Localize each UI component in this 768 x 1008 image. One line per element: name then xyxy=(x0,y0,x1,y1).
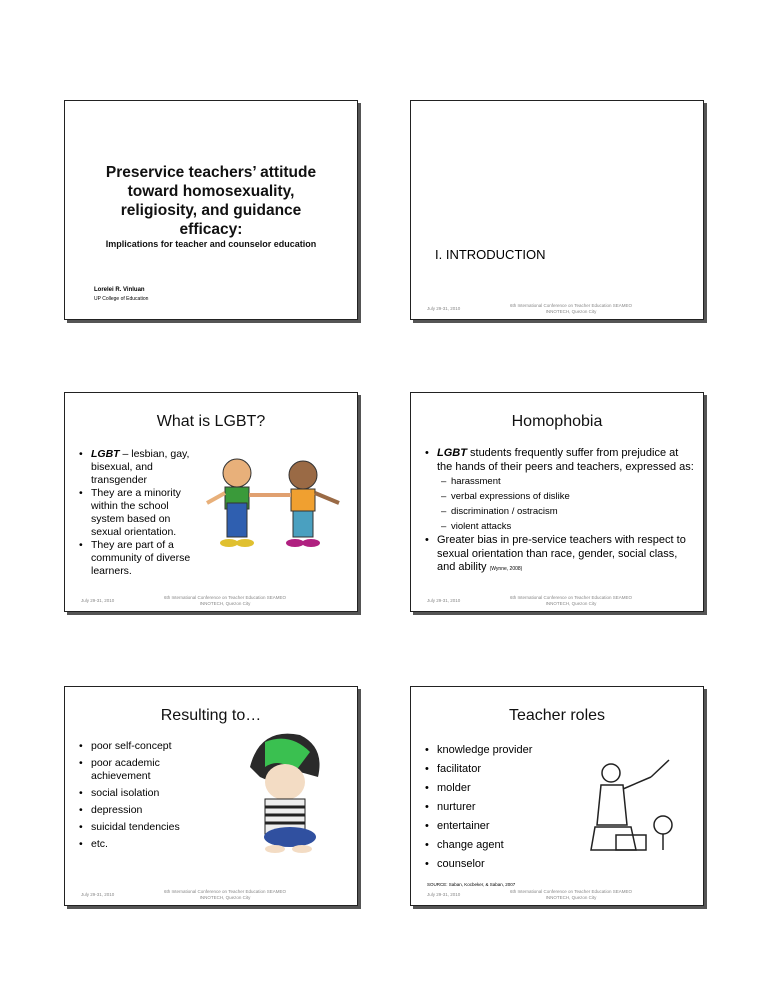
footer-date: July 29-31, 2010 xyxy=(81,598,115,603)
footer-conference: 6th International Conference on Teacher Education SEAMEO INNOTECH, Quezon City xyxy=(164,595,286,606)
slide-title: Homophobia xyxy=(511,413,603,430)
slide-title xyxy=(64,100,358,320)
sub-bullet: – violent attacks xyxy=(425,519,695,534)
slide-teacher-roles xyxy=(410,686,704,906)
bullet: • etc. xyxy=(79,838,189,851)
bullet: • poor academic achievement xyxy=(79,757,189,783)
children-holding-hands-image xyxy=(199,453,349,558)
footer-date: July 29-31, 2010 xyxy=(427,892,461,897)
bullet: • social isolation xyxy=(79,787,189,800)
presentation-title: Preservice teachers’ attitude toward homosexuality, religiosity, and guidance efficacy: xyxy=(105,164,317,238)
presentation-subtitle: Implications for teacher and counselor education xyxy=(105,239,317,249)
footer-conference: 6th International Conference on Teacher Education SEAMEO INNOTECH, Quezon City xyxy=(510,595,632,606)
bullet: • counselor xyxy=(425,855,565,874)
sub-bullet: – discrimination / ostracism xyxy=(425,504,695,519)
source-note: SOURCE: Saban, Kocbeker, & Saban, 2007 xyxy=(427,882,516,887)
slide-introduction xyxy=(410,100,704,320)
sub-bullet: – harassment xyxy=(425,474,695,489)
teacher-illustration-image xyxy=(581,755,676,860)
bullet: • LGBT – lesbian, gay, bisexual, and transgender xyxy=(79,448,191,487)
affiliation: UP College of Education xyxy=(94,296,149,302)
slide-title: Resulting to… xyxy=(160,707,262,724)
citation: (Wynne, 2008) xyxy=(489,566,523,572)
slide-resulting-to xyxy=(64,686,358,906)
bullet: • depression xyxy=(79,804,189,817)
footer-conference: 6th International Conference on Teacher Education SEAMEO INNOTECH, Quezon City xyxy=(164,889,286,900)
bullet: • LGBT students frequently suffer from prejudice at the hands of their peers and teachers, expressed as: xyxy=(425,447,695,474)
author: Lorelei R. Vinluan xyxy=(94,287,145,293)
bullet: • nurturer xyxy=(425,798,565,817)
slide-what-is-lgbt xyxy=(64,392,358,612)
bullet: • change agent xyxy=(425,836,565,855)
bullet: • They are part of a community of diverse learners. xyxy=(79,539,191,578)
footer-conference: 6th International Conference on Teacher Education SEAMEO INNOTECH, Quezon City xyxy=(510,303,632,314)
sad-child-image xyxy=(240,727,330,857)
bullet: • Greater bias in pre-service teachers with respect to sexual orientation than race, gender, social class, and ability (Wynne, 2008) xyxy=(425,534,695,577)
footer-date: July 29-31, 2010 xyxy=(81,892,115,897)
sub-bullet: – verbal expressions of dislike xyxy=(425,489,695,504)
section-title: I. INTRODUCTION xyxy=(435,247,546,262)
bullet: • molder xyxy=(425,779,565,798)
bullet: • knowledge provider xyxy=(425,741,565,760)
bullet: • poor self-concept xyxy=(79,740,189,753)
footer-date: July 29-31, 2010 xyxy=(427,598,461,603)
slide-title: Teacher roles xyxy=(508,707,606,724)
bullet: • entertainer xyxy=(425,817,565,836)
slide-homophobia xyxy=(410,392,704,612)
bullet: • They are a minority within the school system based on sexual orientation. xyxy=(79,487,191,539)
footer-date: July 29-31, 2010 xyxy=(427,306,461,311)
slide-title: What is LGBT? xyxy=(156,413,266,430)
footer-conference: 6th International Conference on Teacher Education SEAMEO INNOTECH, Quezon City xyxy=(510,889,632,900)
bullet: • facilitator xyxy=(425,760,565,779)
bullet: • suicidal tendencies xyxy=(79,821,189,834)
